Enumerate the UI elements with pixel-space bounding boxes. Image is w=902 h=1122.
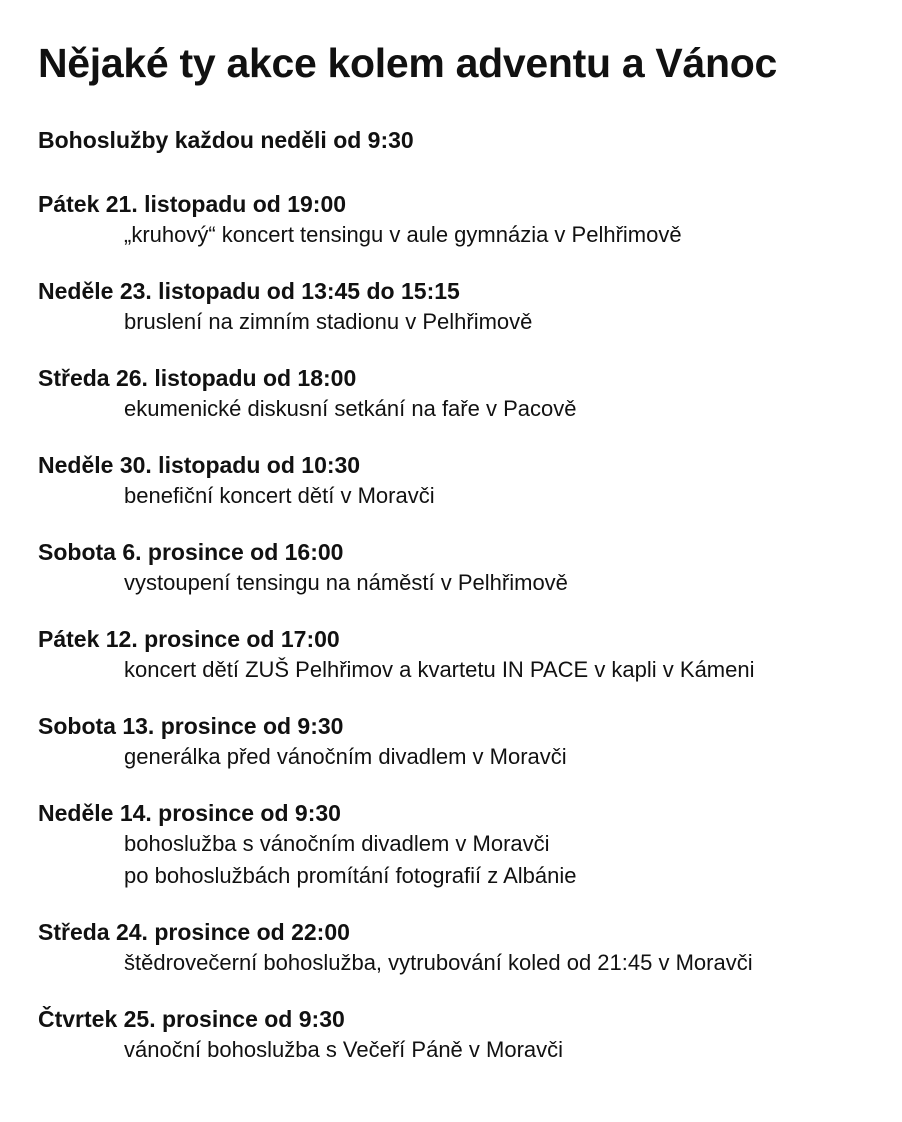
event-description: bruslení na zimním stadionu v Pelhřimově (124, 309, 533, 334)
event-item (38, 917, 898, 979)
weekly-service-note: Bohoslužby každou neděli od 9:30 (38, 127, 414, 153)
page-title: Nějaké ty akce kolem adventu a Vánoc (38, 40, 777, 86)
event-date: Sobota 13. prosince od 9:30 (38, 713, 344, 739)
event-item (38, 711, 898, 773)
event-description: vánoční bohoslužba s Večeří Páně v Moravči (124, 1037, 564, 1062)
event-date: Pátek 12. prosince od 17:00 (38, 626, 340, 652)
event-item (38, 189, 898, 251)
event-list (38, 189, 898, 1066)
event-item (38, 363, 898, 425)
event-description: benefiční koncert dětí v Moravči (124, 483, 435, 508)
document-page (38, 38, 898, 1091)
event-description: „kruhový“ koncert tensingu v aule gymnázia v Pelhřimově (124, 222, 682, 247)
event-date: Neděle 30. listopadu od 10:30 (38, 452, 361, 478)
event-date: Neděle 23. listopadu od 13:45 do 15:15 (38, 278, 460, 304)
event-description: koncert dětí ZUŠ Pelhřimov a kvartetu IN PACE v kapli v Kámeni (124, 657, 755, 682)
event-item (38, 798, 898, 892)
event-description: generálka před vánočním divadlem v Moravči (124, 744, 567, 769)
event-date: Neděle 14. prosince od 9:30 (38, 800, 341, 826)
event-item (38, 276, 898, 338)
event-description: vystoupení tensingu na náměstí v Pelhřimově (124, 570, 568, 595)
event-description: štědrovečerní bohoslužba, vytrubování koled od 21:45 v Moravči (124, 950, 753, 975)
event-date: Sobota 6. prosince od 16:00 (38, 539, 344, 565)
event-item (38, 450, 898, 512)
event-item (38, 537, 898, 599)
event-date: Pátek 21. listopadu od 19:00 (38, 191, 347, 217)
event-date: Středa 26. listopadu od 18:00 (38, 365, 357, 391)
event-description: po bohoslužbách promítání fotografií z Albánie (124, 863, 577, 888)
event-description: ekumenické diskusní setkání na faře v Pacově (124, 396, 577, 421)
event-date: Čtvrtek 25. prosince od 9:30 (38, 1006, 345, 1032)
event-description: bohoslužba s vánočním divadlem v Moravči (124, 831, 550, 856)
event-item (38, 1004, 898, 1066)
event-item (38, 624, 898, 686)
event-date: Středa 24. prosince od 22:00 (38, 919, 350, 945)
